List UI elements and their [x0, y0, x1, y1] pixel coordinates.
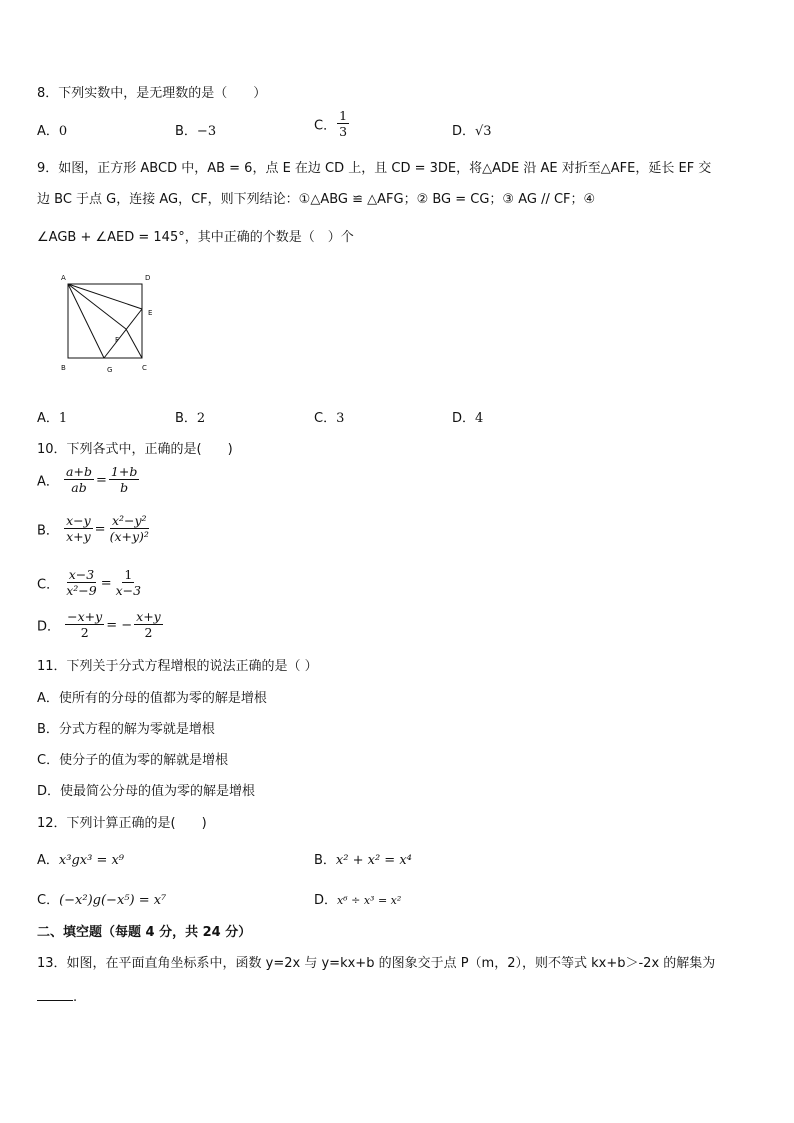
segment-ag	[68, 284, 104, 358]
q9-option-b: B．2	[175, 411, 206, 426]
q9-square-figure	[56, 270, 160, 380]
q12-option-b: B．x² + x² = x⁴	[314, 853, 412, 868]
label-f: F	[115, 336, 120, 344]
label-d: D	[145, 274, 151, 282]
q9-option-a: A．1	[37, 411, 68, 426]
q9-stem-line3: ∠AGB + ∠AED = 145°，其中正确的个数是（ ）个	[37, 230, 354, 245]
q10-option-a: A． $\frac{a+b}{ab}$ = $\frac{1+b}{b}$	[37, 464, 138, 495]
q11-option-d: D．使最简公分母的值为零的解是增根	[37, 784, 256, 799]
q9-stem-line1: 9．如图，正方形 ABCD 中，AB = 6，点 E 在边 CD 上，且 CD = 3DE，将△ADE 沿 AE 对折至△AFE，延长 EF 交	[37, 161, 712, 176]
q13-answer-line: .	[37, 988, 77, 1005]
q12-stem: 12．下列计算正确的是( )	[37, 816, 207, 831]
label-g: G	[107, 366, 113, 374]
section-title-fill-in: 二、填空题（每题 4 分，共 24 分）	[37, 925, 252, 940]
q11-stem: 11．下列关于分式方程增根的说法正确的是（ ）	[37, 659, 318, 674]
square-abcd	[68, 284, 142, 358]
segment-af	[68, 284, 126, 329]
q8-option-b: B．−3	[175, 124, 217, 139]
label-e: E	[148, 309, 153, 317]
label-a: A	[61, 274, 66, 282]
q9-option-d: D．4	[452, 411, 484, 426]
q10-option-d: D． $\frac{-x+y}{2}$ = − $\frac{x+y}{2}$	[37, 609, 161, 640]
segment-ae	[68, 284, 142, 309]
q11-option-b: B．分式方程的解为零就是增根	[37, 722, 215, 737]
q9-stem-line2: 边 BC 于点 G，连接 AG，CF，则下列结论：①△ABG ≌ △AFG；② BG = CG；③ AG // CF；④	[37, 192, 596, 207]
q11-option-c: C．使分子的值为零的解就是增根	[37, 753, 229, 768]
q13-stem-line1: 13．如图，在平面直角坐标系中，函数 y=2x 与 y=kx+b 的图象交于点 P（m，2），则不等式 kx+b＞-2x 的解集为	[37, 956, 716, 971]
q12-option-d: D．x⁶ ÷ x³ = x²	[314, 893, 402, 908]
q8-option-a: A．0	[37, 124, 68, 139]
q11-option-a: A．使所有的分母的值都为零的解是增根	[37, 691, 267, 706]
label-b: B	[61, 364, 66, 372]
q10-stem: 10．下列各式中，正确的是( )	[37, 442, 233, 457]
q8-option-c: C． $\frac{1}{3}$	[314, 108, 348, 139]
q10-option-b: B． $\frac{x-y}{x+y}$ = $\frac{\text{x²−y²}}{\text{(x+y)²}}$	[37, 513, 149, 544]
q8-option-d: D．√3	[452, 124, 492, 139]
q12-option-a: A．x³gx³ = x⁹	[37, 853, 125, 868]
segment-cf	[126, 329, 142, 358]
q10-option-c: C． $\frac{x-3}{\text{x²−9}}$ = $\frac{1}{x-3}$	[37, 567, 142, 598]
q9-option-c: C．3	[314, 411, 345, 426]
q8-stem: 8．下列实数中，是无理数的是（ ）	[37, 86, 267, 101]
answer-blank[interactable]	[37, 988, 73, 1001]
q12-option-c: C．(−x²)g(−x⁵) = x⁷	[37, 893, 167, 908]
label-c: C	[142, 364, 147, 372]
